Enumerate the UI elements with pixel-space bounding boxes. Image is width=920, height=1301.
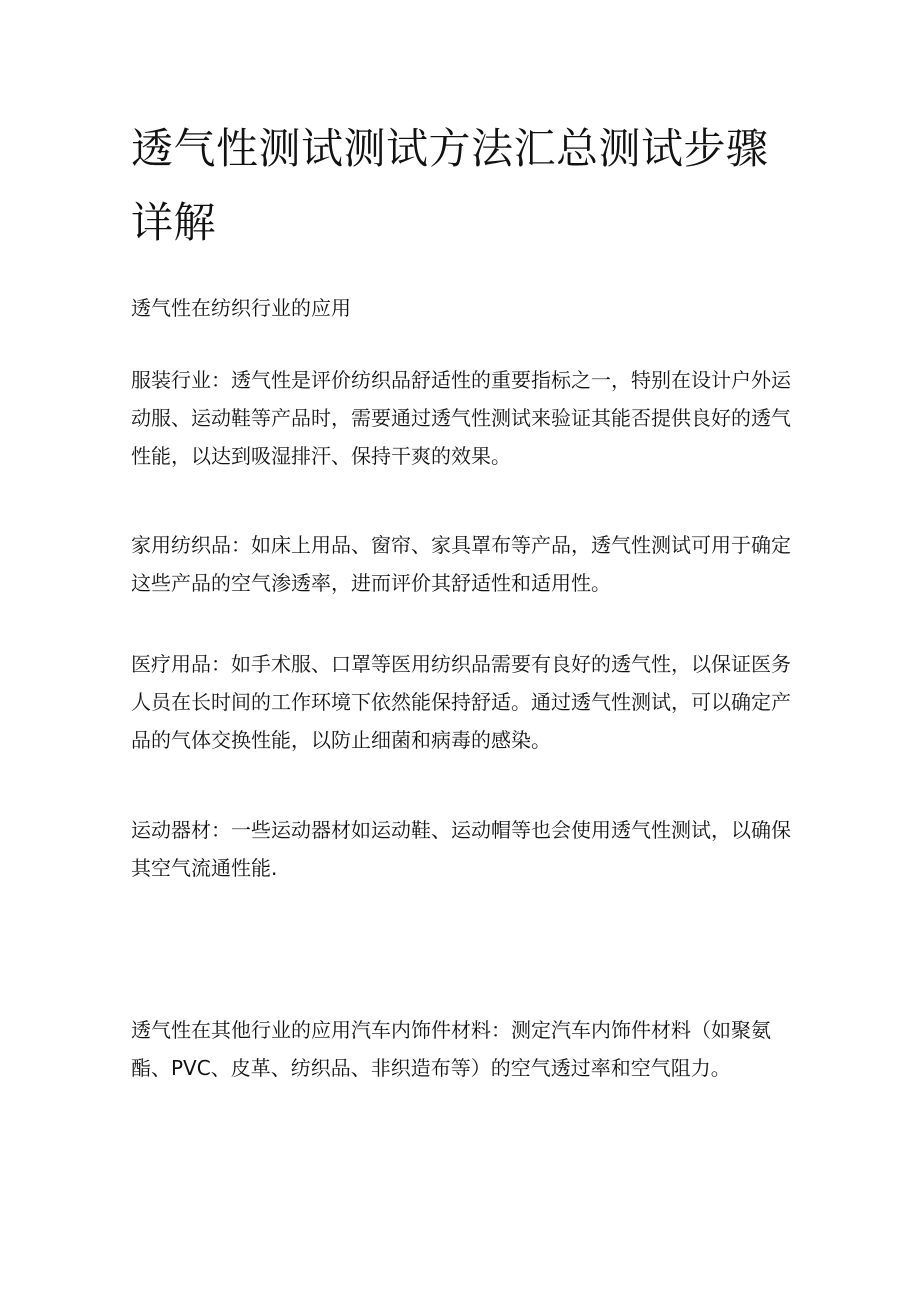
- paragraph-clothing-industry: 服装行业：透气性是评价纺织品舒适性的重要指标之一，特别在设计户外运动服、运动鞋等产品时，需要通过透气性测试来验证其能否提供良好的透气性能，以达到吸湿排汗、保持干爽的效果。: [131, 368, 791, 468]
- paragraph-medical-supplies: 医疗用品：如手术服、口罩等医用纺织品需要有良好的透气性，以保证医务人员在长时间的工作环境下依然能保持舒适。通过透气性测试，可以确定产品的气体交换性能，以防止细菌和病毒的感染。: [131, 652, 791, 752]
- document-title: 透气性测试测试方法汇总测试步骤详解: [131, 124, 769, 247]
- section-heading: 透气性在纺织行业的应用: [131, 296, 351, 320]
- paragraph-sports-equipment: 运动器材：一些运动器材如运动鞋、运动帽等也会使用透气性测试，以确保其空气流通性能.: [131, 818, 791, 880]
- paragraph-other-industries: 透气性在其他行业的应用汽车内饰件材料：测定汽车内饰件材料（如聚氨酯、PVC、皮革、纺织品、非织造布等）的空气透过率和空气阻力。: [131, 1018, 771, 1080]
- paragraph-home-textiles: 家用纺织品：如床上用品、窗帘、家具罩布等产品，透气性测试可用于确定这些产品的空气渗透率，进而评价其舒适性和适用性。: [131, 533, 791, 595]
